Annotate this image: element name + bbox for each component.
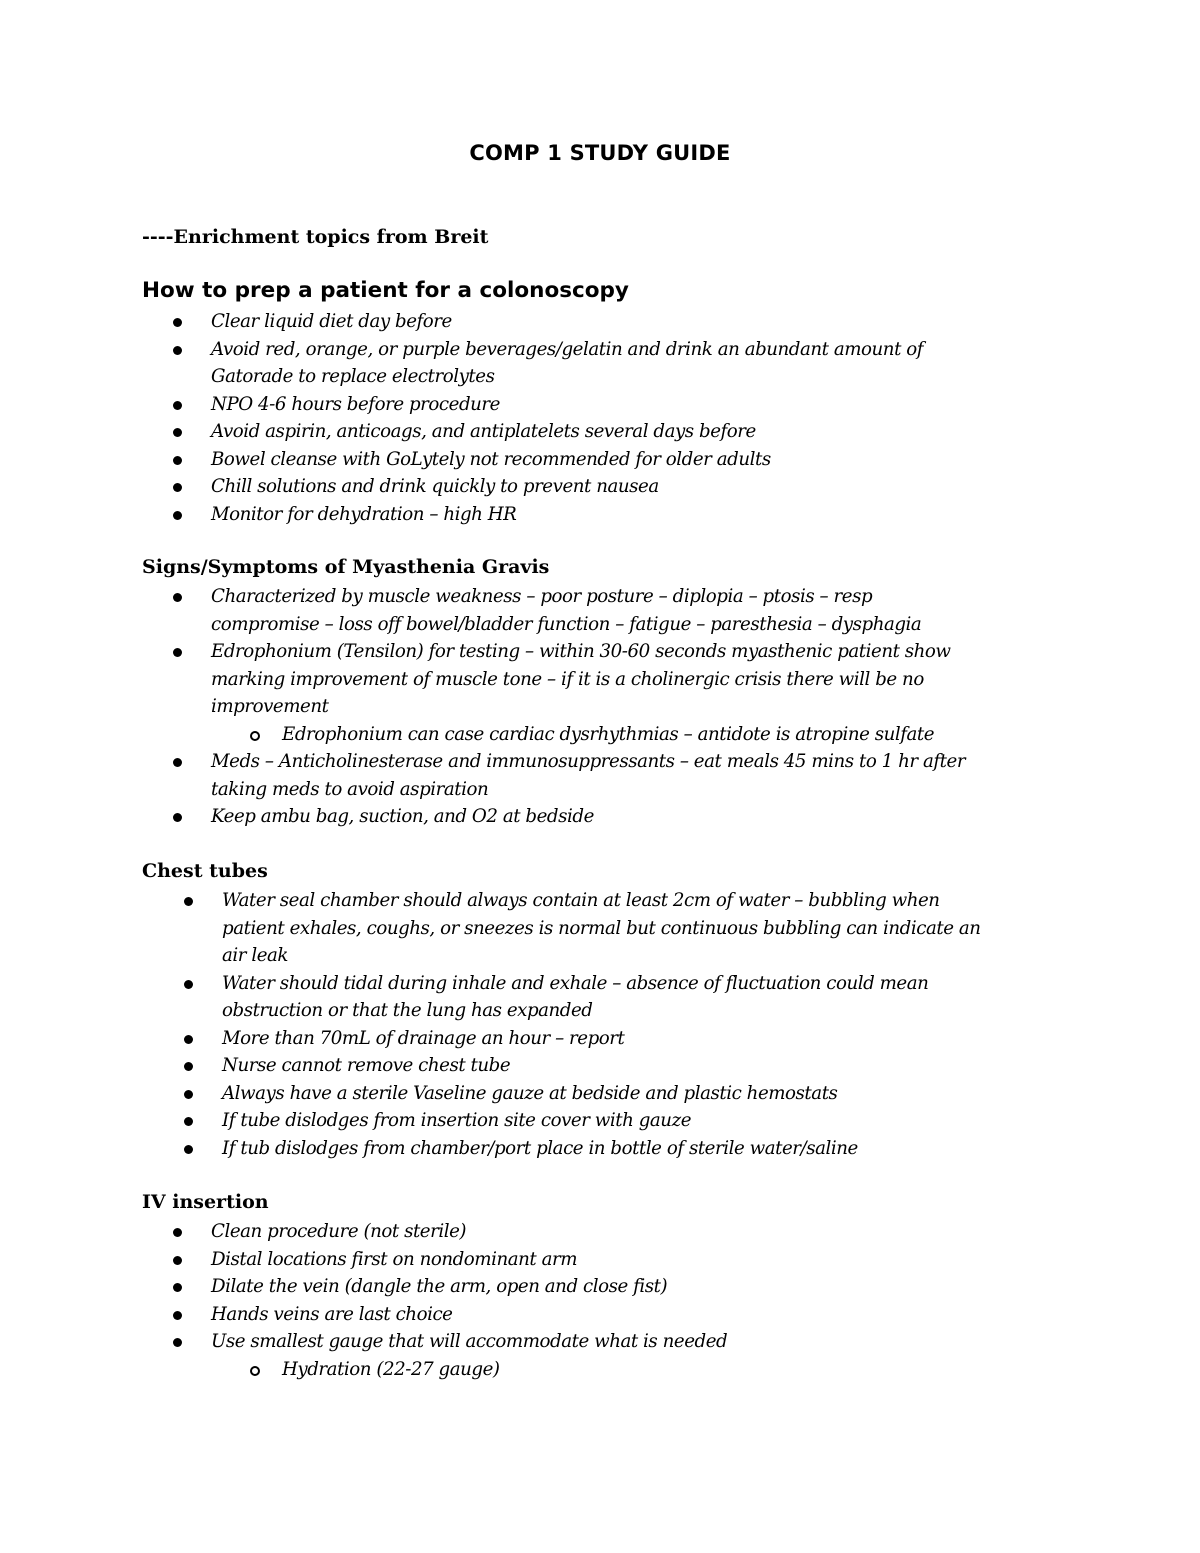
list-item: Monitor for dehydration – high HR xyxy=(211,501,923,529)
bullet-icon xyxy=(184,1090,193,1099)
list-item: Water seal chamber should always contain at least 2cm of water – bubbling when patient exhales, coughs, or sneezes is normal but continuous bubbling can indicate an air leak xyxy=(222,887,981,970)
list-item: Characterized by muscle weakness – poor posture – diplopia – ptosis – resp compromise – loss off bowel/bladder function – fatigue – paresthesia – dysphagia xyxy=(211,583,965,638)
bullet-icon xyxy=(184,1145,193,1154)
list-item: Keep ambu bag, suction, and O2 at bedside xyxy=(211,803,965,831)
list-item: Always have a sterile Vaseline gauze at bedside and plastic hemostats xyxy=(222,1080,981,1108)
bullet-icon xyxy=(184,980,193,989)
bullet-icon xyxy=(184,1117,193,1126)
bullet-icon xyxy=(173,1283,182,1292)
chest-tubes-list xyxy=(222,887,981,1162)
bullet-icon xyxy=(173,456,182,465)
section-heading-chest-tubes: Chest tubes xyxy=(142,860,268,882)
bullet-icon xyxy=(173,593,182,602)
sub-list-item: Edrophonium can case cardiac dysrhythmias – antidote is atropine sulfate xyxy=(282,721,965,749)
bullet-icon xyxy=(173,648,182,657)
sub-list-item: Hydration (22-27 gauge) xyxy=(282,1356,727,1384)
page-title: COMP 1 STUDY GUIDE xyxy=(469,141,731,165)
bullet-icon xyxy=(173,1338,182,1347)
list-item: If tub dislodges from chamber/port place in bottle of sterile water/saline xyxy=(222,1135,981,1163)
list-item: Water should tidal during inhale and exhale – absence of fluctuation could mean obstruction or that the lung has expanded xyxy=(222,970,981,1025)
bullet-icon xyxy=(173,1311,182,1320)
bullet-icon xyxy=(173,483,182,492)
list-item: Edrophonium (Tensilon) for testing – within 30-60 seconds myasthenic patient show marking improvement of muscle tone – if it is a cholinergic crisis there will be no improvement xyxy=(211,638,965,721)
bullet-icon xyxy=(173,346,182,355)
bullet-icon xyxy=(173,511,182,520)
hollow-bullet-icon xyxy=(250,731,260,741)
iv-insertion-list xyxy=(211,1218,727,1383)
list-item: Avoid red, orange, or purple beverages/gelatin and drink an abundant amount of Gatorade to replace electrolytes xyxy=(211,336,923,391)
section-heading-iv-insertion: IV insertion xyxy=(142,1191,269,1213)
list-item: Hands veins are last choice xyxy=(211,1301,727,1329)
section-heading-myasthenia: Signs/Symptoms of Myasthenia Gravis xyxy=(142,556,550,578)
list-item: Meds – Anticholinesterase and immunosuppressants – eat meals 45 mins to 1 hr after taking meds to avoid aspiration xyxy=(211,748,965,803)
bullet-icon xyxy=(173,401,182,410)
enrichment-note: ----Enrichment topics from Breit xyxy=(142,226,489,248)
list-item: Use smallest gauge that will accommodate what is needed xyxy=(211,1328,727,1356)
bullet-icon xyxy=(173,813,182,822)
bullet-icon xyxy=(173,758,182,767)
list-item: Clear liquid diet day before xyxy=(211,308,923,336)
list-item: Clean procedure (not sterile) xyxy=(211,1218,727,1246)
bullet-icon xyxy=(173,1256,182,1265)
bullet-icon xyxy=(173,318,182,327)
colonoscopy-list xyxy=(211,308,923,528)
list-item: Dilate the vein (dangle the arm, open and close fist) xyxy=(211,1273,727,1301)
bullet-icon xyxy=(184,1062,193,1071)
list-item: If tube dislodges from insertion site cover with gauze xyxy=(222,1107,981,1135)
bullet-icon xyxy=(173,1228,182,1237)
bullet-icon xyxy=(184,1035,193,1044)
list-item: NPO 4-6 hours before procedure xyxy=(211,391,923,419)
list-item: More than 70mL of drainage an hour – report xyxy=(222,1025,981,1053)
list-item: Chill solutions and drink quickly to prevent nausea xyxy=(211,473,923,501)
list-item: Nurse cannot remove chest tube xyxy=(222,1052,981,1080)
hollow-bullet-icon xyxy=(250,1366,260,1376)
list-item: Avoid aspirin, anticoags, and antiplatelets several days before xyxy=(211,418,923,446)
bullet-icon xyxy=(173,428,182,437)
section-heading-colonoscopy: How to prep a patient for a colonoscopy xyxy=(142,278,629,303)
bullet-icon xyxy=(184,897,193,906)
myasthenia-list xyxy=(211,583,965,831)
list-item: Distal locations first on nondominant arm xyxy=(211,1246,727,1274)
list-item: Bowel cleanse with GoLytely not recommended for older adults xyxy=(211,446,923,474)
